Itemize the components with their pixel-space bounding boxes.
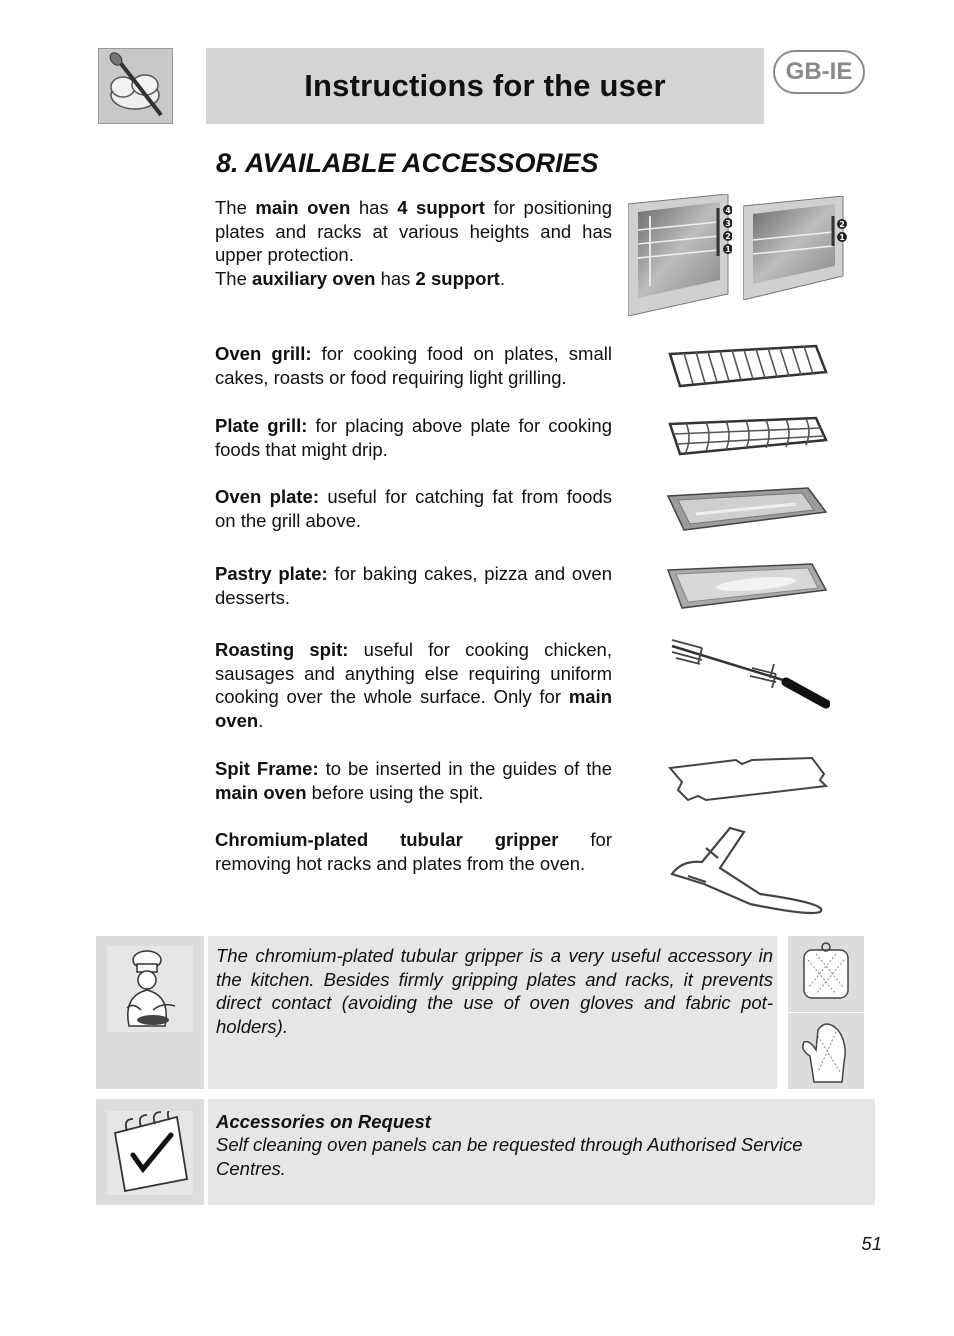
accessory-name: Chromium-plated tubular gripper [215,829,559,850]
accessory-desc: useful for catching fat from foods on the grill above. [215,486,612,531]
spit-frame-icon [666,754,830,804]
intro-text [215,196,612,267]
gripper-icon [666,824,830,916]
chef-note-body [208,936,777,1089]
page-number: 51 [861,1233,882,1254]
accessory-name: Oven grill: [215,343,312,364]
accessory-desc-end: before using the spit. [306,781,484,803]
oven-glove-icon [796,1016,856,1086]
accessory-name: Oven plate: [215,486,319,507]
accessory-gripper [215,828,612,875]
notepad-check-icon [107,1111,193,1195]
accessory-oven-grill [215,342,612,389]
chef-note-text: The chromium-plated tubular gripper is a very useful accessory in the kitchen. Besides firmly gripping plates and racks, it prevents direct contact (avoiding the use of oven gloves and fabric pot-holders). [216,945,773,1037]
level-label: 4 [725,206,731,215]
chef-icon [107,946,193,1032]
main-oven-cavity-icon [628,194,732,316]
level-label: 1 [725,245,731,254]
aux-text-2: has [375,268,416,289]
intro-aux-text [215,267,612,291]
chef-note-icon-panel [96,936,204,1089]
accessory-desc: to be inserted in the guides of the [318,758,612,779]
accessory-oven-plate [215,485,612,532]
accessory-desc: for removing hot racks and plates from the oven. [215,829,613,874]
region-badge: GB-IE [773,50,865,94]
intro-main-oven: main oven [255,197,351,218]
request-note-icon-panel [96,1099,204,1205]
accessory-name: Pastry plate: [215,563,328,584]
request-note-title: Accessories on Request [216,1111,431,1132]
accessory-desc-end: . [258,709,264,731]
accessory-plate-grill [215,414,612,461]
oven-plate-icon [666,484,830,536]
accessory-name: Plate grill: [215,415,308,436]
level-label: 1 [839,233,845,242]
spoon-hat-icon [99,49,172,123]
pot-holder-icon [796,942,856,1002]
intro-support-count: 4 support [397,197,485,218]
intro-text-1: The [215,197,256,218]
aux-support-count: 2 support [415,268,500,289]
aux-oven-cavity-icon [743,196,847,300]
request-note-body [208,1099,875,1205]
accessory-pastry-plate [215,562,612,609]
chef-logo [98,48,173,124]
accessory-roasting-spit [215,638,612,732]
accessory-desc: useful for cooking chicken, sausages and anything else requiring uniform cooking over the whole surface. Only for [215,639,612,707]
accessory-desc-bold: main oven [215,781,307,803]
oven-grill-icon [666,342,830,392]
page-title: Instructions for the user [304,68,666,103]
aux-oven-label: auxiliary oven [252,268,376,289]
roasting-spit-icon [666,636,830,712]
header-band [206,48,764,124]
level-label: 3 [725,219,731,228]
level-label: 2 [725,232,731,241]
accessory-desc: for cooking food on plates, small cakes, roasts or food requiring light grilling. [215,343,612,388]
pastry-plate-icon [666,560,830,614]
request-note-text: Self cleaning oven panels can be requested through Authorised Service Centres. [216,1134,803,1179]
aux-text-1: The [215,268,253,289]
accessory-desc: for placing above plate for cooking foods that might drip. [215,415,612,460]
accessory-desc: for baking cakes, pizza and oven desserts. [215,563,612,608]
plate-grill-icon [666,414,830,460]
accessory-name: Roasting spit: [215,639,349,660]
accessory-desc-bold: main oven [215,686,612,731]
accessory-name: Spit Frame: [215,758,319,779]
accessory-spit-frame [215,757,612,804]
intro-text-2: has [350,197,398,218]
intro-text-3: for positioning plates and racks at various heights and has upper protection. [215,197,613,265]
safety-icons-panel [788,936,864,1089]
level-label: 2 [839,220,845,229]
section-title: 8. AVAILABLE ACCESSORIES [216,148,599,178]
aux-text-3: . [499,268,505,289]
